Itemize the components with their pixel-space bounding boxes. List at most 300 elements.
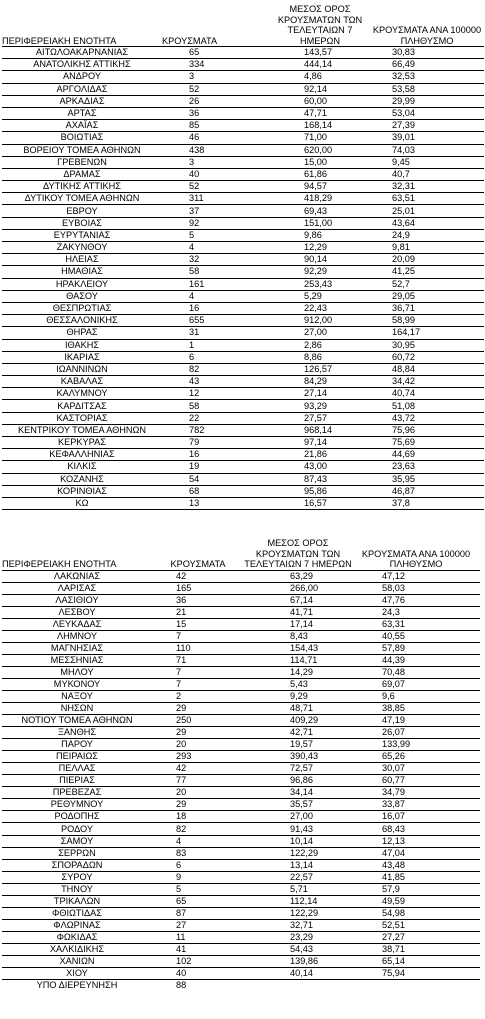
cell-7day-average: 5,29 (270, 290, 370, 302)
cell-per-100000: 24,3 (352, 606, 480, 618)
cell-per-100000: 38,85 (352, 703, 480, 715)
cell-region: ΡΟΔΟΥ (2, 823, 152, 835)
cell-per-100000: 37,8 (370, 497, 484, 509)
table-row (2, 594, 480, 606)
cell-7day-average: 10,14 (244, 835, 352, 847)
table-row (2, 703, 480, 715)
cell-region: ΚΕΡΚΥΡΑΣ (2, 437, 162, 449)
cell-per-100000: 39,01 (370, 132, 484, 144)
cell-cases: 311 (162, 193, 270, 205)
cell-7day-average: 968,14 (270, 424, 370, 436)
cell-7day-average: 41,71 (244, 606, 352, 618)
table-row (2, 363, 484, 375)
table-row (2, 787, 480, 799)
table-row (2, 449, 484, 461)
table-row (2, 775, 480, 787)
table-row (2, 144, 484, 156)
cell-region: ΦΩΚΙΔΑΣ (2, 931, 152, 943)
cell-7day-average (244, 980, 352, 992)
cell-cases: 46 (162, 132, 270, 144)
cell-per-100000: 41,85 (352, 871, 480, 883)
table-row (2, 217, 484, 229)
cell-per-100000: 41,25 (370, 266, 484, 278)
cell-per-100000: 34,79 (352, 787, 480, 799)
cell-cases: 87 (152, 907, 244, 919)
cell-7day-average: 21,86 (270, 449, 370, 461)
cell-per-100000: 40,7 (370, 168, 484, 180)
table-row (2, 811, 480, 823)
cell-7day-average: 63,29 (244, 570, 352, 582)
cell-7day-average: 418,29 (270, 193, 370, 205)
cell-cases: 21 (152, 606, 244, 618)
cell-region: ΑΡΓΟΛΙΔΑΣ (2, 83, 162, 95)
cell-region: ΜΕΣΣΗΝΙΑΣ (2, 654, 152, 666)
cell-region: ΧΑΛΚΙΔΙΚΗΣ (2, 943, 152, 955)
cell-region: ΡΟΔΟΠΗΣ (2, 811, 152, 823)
cell-region: ΤΗΝΟΥ (2, 883, 152, 895)
cell-per-100000: 164,17 (370, 327, 484, 339)
cell-region: ΘΕΣΣΑΛΟΝΙΚΗΣ (2, 315, 162, 327)
cell-per-100000: 133,99 (352, 739, 480, 751)
table-row (2, 968, 480, 980)
cell-cases: 16 (162, 449, 270, 461)
cell-region: ΠΑΡΟΥ (2, 739, 152, 751)
cell-cases: 334 (162, 59, 270, 71)
cell-7day-average: 69,43 (270, 205, 370, 217)
cell-7day-average: 47,71 (270, 107, 370, 119)
cell-region: ΝΟΤΙΟΥ ΤΟΜΕΑ ΑΘΗΝΩΝ (2, 715, 152, 727)
cell-region: ΑΡΤΑΣ (2, 107, 162, 119)
cell-7day-average: 35,57 (244, 799, 352, 811)
cell-cases: 29 (152, 703, 244, 715)
table-row (2, 83, 484, 95)
cell-7day-average: 40,14 (244, 968, 352, 980)
cell-cases: 9 (152, 871, 244, 883)
cell-region: ΔΡΑΜΑΣ (2, 168, 162, 180)
cell-region: ΞΑΝΘΗΣ (2, 727, 152, 739)
cell-cases: 40 (162, 168, 270, 180)
cell-region: ΗΜΑΘΙΑΣ (2, 266, 162, 278)
cell-region: ΜΥΚΟΝΟΥ (2, 678, 152, 690)
table-row (2, 156, 484, 168)
cell-cases: 7 (152, 666, 244, 678)
cell-per-100000: 66,49 (370, 59, 484, 71)
cell-region: ΙΚΑΡΙΑΣ (2, 351, 162, 363)
table-row (2, 315, 484, 327)
table-row (2, 424, 484, 436)
cell-cases: 88 (176, 980, 187, 991)
cell-7day-average: 17,14 (244, 618, 352, 630)
cell-region: ΘΕΣΠΡΩΤΙΑΣ (2, 302, 162, 314)
cell-7day-average: 14,29 (244, 666, 352, 678)
cell-7day-average: 19,57 (244, 739, 352, 751)
cell-per-100000: 32,31 (370, 181, 484, 193)
cell-per-100000: 36,71 (370, 302, 484, 314)
cell-region: ΑΧΑΪΑΣ (2, 120, 162, 132)
cell-region: ΝΑΞΟΥ (2, 690, 152, 702)
table-row (2, 847, 480, 859)
cell-region: ΛΑΚΩΝΙΑΣ (2, 570, 152, 582)
cell-per-100000: 27,39 (370, 120, 484, 132)
cell-cases: 3 (162, 156, 270, 168)
cell-cases: 43 (162, 376, 270, 388)
cell-cases: 15 (152, 618, 244, 630)
cell-per-100000: 58,99 (370, 315, 484, 327)
table-row (2, 339, 484, 351)
cell-cases: 52 (162, 83, 270, 95)
cell-7day-average: 154,43 (244, 642, 352, 654)
cell-per-100000: 69,07 (352, 678, 480, 690)
table-row (2, 859, 480, 871)
header-region: ΠΕΡΙΦΕΡΕΙΑΚΗ ΕΝΟΤΗΤΑ (2, 534, 152, 570)
cell-7day-average: 34,14 (244, 787, 352, 799)
cell-region: ΧΙΟΥ (2, 968, 152, 980)
table-row (2, 582, 480, 594)
cell-region: ΚΩ (2, 497, 162, 509)
cell-cases: 58 (162, 266, 270, 278)
cell-7day-average: 9,29 (244, 690, 352, 702)
cell-7day-average: 92,29 (270, 266, 370, 278)
table-row (2, 351, 484, 363)
cell-region: ΠΙΕΡΙΑΣ (2, 775, 152, 787)
table-row (2, 278, 484, 290)
table-row (2, 678, 480, 690)
cell-7day-average: 54,43 (244, 943, 352, 955)
table-row (2, 290, 484, 302)
cell-per-100000: 60,72 (370, 351, 484, 363)
cell-cases: 77 (152, 775, 244, 787)
cell-7day-average: 13,14 (244, 859, 352, 871)
cell-cases: 110 (152, 642, 244, 654)
cell-per-100000: 65,14 (352, 956, 480, 968)
cell-per-100000: 30,95 (370, 339, 484, 351)
table-row (2, 120, 484, 132)
cell-per-100000: 33,87 (352, 799, 480, 811)
table-row (2, 895, 480, 907)
cell-region: ΚΟΡΙΝΘΙΑΣ (2, 485, 162, 497)
cell-per-100000: 27,27 (352, 931, 480, 943)
table-row (2, 193, 484, 205)
cell-per-100000: 43,48 (352, 859, 480, 871)
table-row (2, 59, 484, 71)
cell-per-100000: 9,45 (370, 156, 484, 168)
table-row (2, 71, 484, 83)
cell-per-100000: 65,26 (352, 751, 480, 763)
cell-per-100000 (352, 980, 480, 992)
cell-cases: 20 (152, 739, 244, 751)
cell-7day-average: 390,43 (244, 751, 352, 763)
cell-7day-average: 8,86 (270, 351, 370, 363)
cell-region: ΘΗΡΑΣ (2, 327, 162, 339)
cell-7day-average: 912,00 (270, 315, 370, 327)
cell-cases: 6 (162, 351, 270, 363)
cell-per-100000: 68,43 (352, 823, 480, 835)
table-body (2, 47, 484, 510)
cell-cases: 68 (162, 485, 270, 497)
cell-7day-average: 5,71 (244, 883, 352, 895)
cell-7day-average: 114,71 (244, 654, 352, 666)
cell-region: ΙΩΑΝΝΙΝΩΝ (2, 363, 162, 375)
table-row (2, 400, 484, 412)
cell-cases: 12 (162, 388, 270, 400)
cell-per-100000: 25,01 (370, 205, 484, 217)
table-row (2, 242, 484, 254)
cell-7day-average: 90,14 (270, 254, 370, 266)
cell-cases: 4 (162, 242, 270, 254)
cell-cases: 4 (162, 290, 270, 302)
cell-region: ΡΕΘΥΜΝΟΥ (2, 799, 152, 811)
table-row (2, 388, 484, 400)
table-row (2, 980, 480, 992)
table-row (2, 473, 484, 485)
cell-region: ΚΑΣΤΟΡΙΑΣ (2, 412, 162, 424)
cell-region: ΠΕΙΡΑΙΩΣ (2, 751, 152, 763)
cell-cases: 79 (162, 437, 270, 449)
cell-per-100000: 54,98 (352, 907, 480, 919)
header-region: ΠΕΡΙΦΕΡΕΙΑΚΗ ΕΝΟΤΗΤΑ (2, 4, 162, 47)
cell-per-100000: 47,19 (352, 715, 480, 727)
table-row (2, 943, 480, 955)
cell-7day-average: 2,86 (270, 339, 370, 351)
cell-cases: 3 (162, 71, 270, 83)
cell-per-100000: 63,31 (352, 618, 480, 630)
header-7day-average: ΜΕΣΟΣ ΟΡΟΣ ΚΡΟΥΣΜΑΤΩΝ ΤΩΝ ΤΕΛΕΥΤΑΙΩΝ 7 ΗΜΕΡΩΝ (244, 534, 352, 570)
cell-7day-average: 168,14 (270, 120, 370, 132)
cell-region: ΔΥΤΙΚΟΥ ΤΟΜΕΑ ΑΘΗΝΩΝ (2, 193, 162, 205)
cell-7day-average: 151,00 (270, 217, 370, 229)
header-per-100000: ΚΡΟΥΣΜΑΤΑ ΑΝΑ 100000 ΠΛΗΘΥΣΜΟ (352, 534, 480, 570)
cell-7day-average: 122,29 (244, 847, 352, 859)
header-cases: ΚΡΟΥΣΜΑΤΑ (152, 534, 244, 570)
cell-7day-average: 409,29 (244, 715, 352, 727)
cell-region: ΒΟΙΩΤΙΑΣ (2, 132, 162, 144)
cell-per-100000: 43,64 (370, 217, 484, 229)
table-row (2, 727, 480, 739)
table-row (2, 437, 484, 449)
cell-region: ΚΑΡΔΙΤΣΑΣ (2, 400, 162, 412)
cell-region: ΠΡΕΒΕΖΑΣ (2, 787, 152, 799)
cell-region: ΑΙΤΩΛΟΑΚΑΡΝΑΝΙΑΣ (2, 47, 162, 59)
cell-cases: 11 (152, 931, 244, 943)
cell-7day-average: 32,71 (244, 919, 352, 931)
cell-per-100000: 44,39 (352, 654, 480, 666)
cell-7day-average: 27,57 (270, 412, 370, 424)
cell-cases: 82 (152, 823, 244, 835)
table-row (2, 181, 484, 193)
table-row (2, 630, 480, 642)
cell-per-100000: 38,71 (352, 943, 480, 955)
table-row (2, 715, 480, 727)
cell-7day-average: 8,43 (244, 630, 352, 642)
cell-region: ΗΡΑΚΛΕΙΟΥ (2, 278, 162, 290)
cell-7day-average: 93,29 (270, 400, 370, 412)
cell-per-100000: 30,07 (352, 763, 480, 775)
cell-per-100000: 46,87 (370, 485, 484, 497)
cell-region: ΙΘΑΚΗΣ (2, 339, 162, 351)
table-row (2, 132, 484, 144)
cell-7day-average: 23,29 (244, 931, 352, 943)
table-row (2, 739, 480, 751)
cell-per-100000: 34,42 (370, 376, 484, 388)
table-row (2, 461, 484, 473)
table-row (2, 956, 480, 968)
cell-per-100000: 63,51 (370, 193, 484, 205)
cell-region: ΛΕΥΚΑΔΑΣ (2, 618, 152, 630)
cases-table-1 (2, 4, 484, 510)
cell-7day-average: 15,00 (270, 156, 370, 168)
cell-cases: 5 (162, 229, 270, 241)
table-row (2, 107, 484, 119)
table-header-row (2, 4, 484, 47)
table-row (2, 799, 480, 811)
table-row (2, 618, 480, 630)
cell-per-100000: 74,03 (370, 144, 484, 156)
cell-7day-average: 253,43 (270, 278, 370, 290)
cell-cases: 5 (152, 883, 244, 895)
table-row (2, 47, 484, 59)
cell-per-100000: 60,77 (352, 775, 480, 787)
cell-cases: 19 (162, 461, 270, 473)
cell-cases: 782 (162, 424, 270, 436)
cell-7day-average: 4,86 (270, 71, 370, 83)
cell-region: ΑΡΚΑΔΙΑΣ (2, 95, 162, 107)
cell-7day-average: 95,86 (270, 485, 370, 497)
cell-cases: 655 (162, 315, 270, 327)
cell-region: ΦΘΙΩΤΙΔΑΣ (2, 907, 152, 919)
cell-cases: 22 (162, 412, 270, 424)
table-row (2, 654, 480, 666)
table-row (2, 919, 480, 931)
table-row (2, 168, 484, 180)
cell-per-100000: 53,04 (370, 107, 484, 119)
cell-cases: 1 (162, 339, 270, 351)
cell-region: ΔΥΤΙΚΗΣ ΑΤΤΙΚΗΣ (2, 181, 162, 193)
cell-region: ΦΛΩΡΙΝΑΣ (2, 919, 152, 931)
cell-per-100000: 51,08 (370, 400, 484, 412)
cell-per-100000: 52,51 (352, 919, 480, 931)
cell-cases: 82 (162, 363, 270, 375)
table-row (2, 931, 480, 943)
cell-cases: 438 (162, 144, 270, 156)
cell-cases: 165 (152, 582, 244, 594)
cell-per-100000: 9,81 (370, 242, 484, 254)
cell-region: ΚΑΛΥΜΝΟΥ (2, 388, 162, 400)
cell-cases: 71 (152, 654, 244, 666)
cell-cases: 20 (152, 787, 244, 799)
table-row (2, 229, 484, 241)
cell-cases: 83 (152, 847, 244, 859)
cell-7day-average: 16,57 (270, 497, 370, 509)
cell-7day-average: 87,43 (270, 473, 370, 485)
cell-cases: 27 (152, 919, 244, 931)
cell-per-100000: 57,9 (352, 883, 480, 895)
cell-7day-average: 71,00 (270, 132, 370, 144)
cell-per-100000: 47,04 (352, 847, 480, 859)
cell-7day-average: 94,57 (270, 181, 370, 193)
cell-region: ΕΥΒΟΙΑΣ (2, 217, 162, 229)
table-row (2, 606, 480, 618)
cell-region: ΥΠΟ ΔΙΕΡΕΥΝΗΣΗ (36, 980, 118, 991)
table-body (2, 570, 480, 992)
cell-cases: 29 (152, 799, 244, 811)
cell-region: ΤΡΙΚΑΛΩΝ (2, 895, 152, 907)
cell-cases: 85 (162, 120, 270, 132)
cell-cases: 161 (162, 278, 270, 290)
table-row (2, 883, 480, 895)
cell-per-100000: 9,6 (352, 690, 480, 702)
table-row (2, 835, 480, 847)
cell-per-100000: 29,05 (370, 290, 484, 302)
table-row (2, 642, 480, 654)
cell-7day-average: 60,00 (270, 95, 370, 107)
cell-cases: 32 (162, 254, 270, 266)
cell-cases: 54 (162, 473, 270, 485)
cell-per-100000: 53,58 (370, 83, 484, 95)
cell-cases: 52 (162, 181, 270, 193)
cell-per-100000: 48,84 (370, 363, 484, 375)
cell-7day-average: 43,00 (270, 461, 370, 473)
cell-region: ΓΡΕΒΕΝΩΝ (2, 156, 162, 168)
cell-per-100000: 23,63 (370, 461, 484, 473)
cell-region: ΜΑΓΝΗΣΙΑΣ (2, 642, 152, 654)
cell-cases: 7 (152, 630, 244, 642)
cell-region: ΛΑΡΙΣΑΣ (2, 582, 152, 594)
cell-7day-average: 97,14 (270, 437, 370, 449)
cell-cases: 65 (152, 895, 244, 907)
cell-cases: 37 (162, 205, 270, 217)
table-row (2, 205, 484, 217)
cell-per-100000: 35,95 (370, 473, 484, 485)
cell-region: ΝΗΣΩΝ (2, 703, 152, 715)
cell-region: ΣΑΜΟΥ (2, 835, 152, 847)
cell-per-100000: 24,9 (370, 229, 484, 241)
cell-7day-average: 67,14 (244, 594, 352, 606)
cell-per-100000: 75,69 (370, 437, 484, 449)
cell-cases: 7 (152, 678, 244, 690)
cell-7day-average: 27,14 (270, 388, 370, 400)
cases-table-2 (2, 534, 480, 992)
header-7day-average: ΜΕΣΟΣ ΟΡΟΣ ΚΡΟΥΣΜΑΤΩΝ ΤΩΝ ΤΕΛΕΥΤΑΙΩΝ 7 ΗΜΕΡΩΝ (270, 4, 370, 47)
cell-cases: 58 (162, 400, 270, 412)
cell-region: ΑΝΔΡΟΥ (2, 71, 162, 83)
table-row (2, 823, 480, 835)
cell-cases: 65 (162, 47, 270, 59)
cell-region: ΚΕΦΑΛΛΗΝΙΑΣ (2, 449, 162, 461)
cell-region: ΛΑΣΙΘΙΟΥ (2, 594, 152, 606)
table-row (2, 907, 480, 919)
header-cases: ΚΡΟΥΣΜΑΤΑ (162, 4, 270, 47)
cell-7day-average: 22,43 (270, 302, 370, 314)
cell-region: ΖΑΚΥΝΘΟΥ (2, 242, 162, 254)
cell-per-100000: 40,55 (352, 630, 480, 642)
table-row (2, 412, 484, 424)
cell-per-100000: 40,74 (370, 388, 484, 400)
cell-per-100000: 29,99 (370, 95, 484, 107)
cell-cases: 13 (162, 497, 270, 509)
cell-per-100000: 70,48 (352, 666, 480, 678)
cell-7day-average: 12,29 (270, 242, 370, 254)
cell-region: ΣΠΟΡΑΔΩΝ (2, 859, 152, 871)
cell-cases: 42 (152, 570, 244, 582)
cell-7day-average: 9,86 (270, 229, 370, 241)
cell-cases: 36 (152, 594, 244, 606)
cell-region: ΑΝΑΤΟΛΙΚΗΣ ΑΤΤΙΚΗΣ (2, 59, 162, 71)
cell-7day-average: 27,00 (270, 327, 370, 339)
cell-region: ΛΗΜΝΟΥ (2, 630, 152, 642)
table-row (2, 497, 484, 509)
cell-region: ΘΑΣΟΥ (2, 290, 162, 302)
cell-7day-average: 266,00 (244, 582, 352, 594)
